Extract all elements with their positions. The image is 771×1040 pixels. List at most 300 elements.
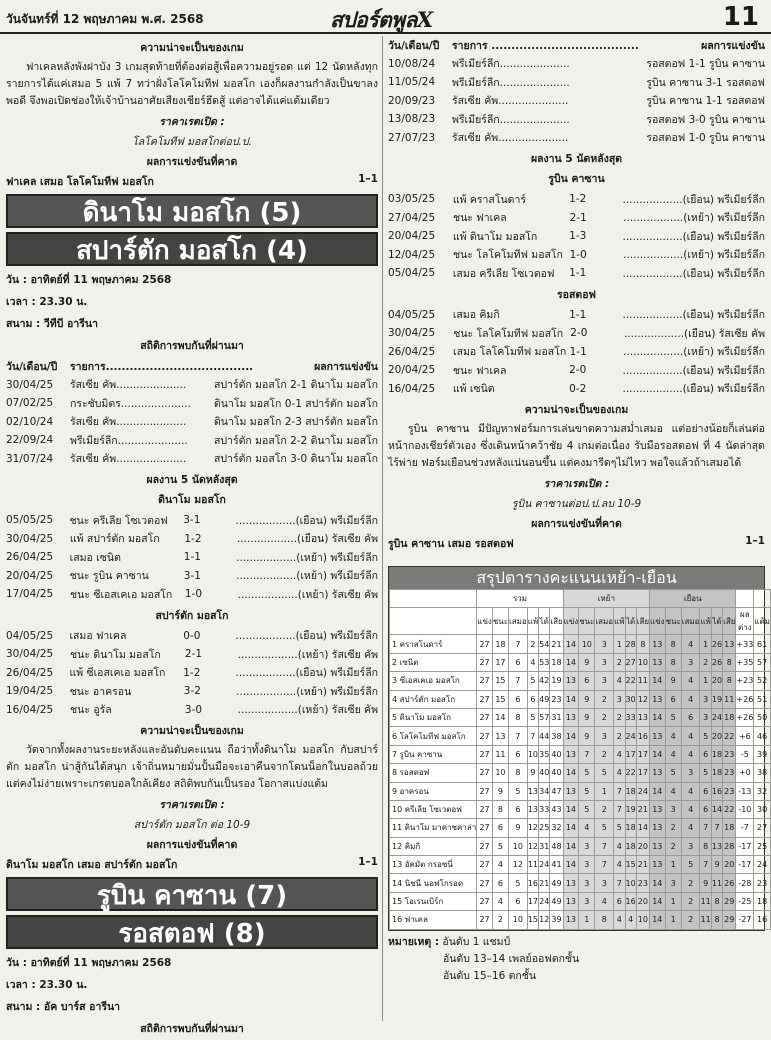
stat-cell: 1 xyxy=(665,892,681,910)
h2h-row xyxy=(6,431,378,450)
stat-cell: 5 xyxy=(579,782,595,800)
opponent: เสมอ เซนิต xyxy=(69,551,121,564)
stat-cell: 29 xyxy=(723,911,736,929)
stat-cell: 10 xyxy=(636,911,649,929)
standings-group-row xyxy=(390,590,771,608)
stat-cell: 17 xyxy=(527,892,538,910)
stat-cell: 5 xyxy=(665,708,681,726)
team-banner-home: ดินาโม มอสโก (5) xyxy=(6,194,378,228)
team-banner-home: รูบิน คาซาน (7) xyxy=(6,877,378,911)
stat-cell: 7 xyxy=(711,819,722,837)
publication-logo: สปอร์ตพูลX xyxy=(330,7,433,32)
stat-cell: -25 xyxy=(736,892,754,910)
score: 1-1 xyxy=(569,308,587,321)
stat-cell: 1 xyxy=(700,635,711,653)
stat-cell: 11 xyxy=(700,911,711,929)
match-date: 31/07/24 xyxy=(6,452,54,465)
stat-cell: 13 xyxy=(527,782,538,800)
col-head: แพ้ xyxy=(700,608,711,635)
match-result: รอสตอฟ 1-1 รูบิน คาซาน xyxy=(646,58,765,71)
stat-cell: 3 xyxy=(700,708,711,726)
stat-cell: 13 xyxy=(650,800,666,818)
stat-cell: 1 xyxy=(665,856,681,874)
stat-cell: 21 xyxy=(636,800,649,818)
stat-cell: 3 xyxy=(595,727,614,745)
stat-cell: 26 xyxy=(711,635,722,653)
form-row xyxy=(6,682,378,701)
note-line: อันดับ 15–16 ตกชั้น xyxy=(443,969,537,982)
stat-cell: 6 xyxy=(509,745,528,763)
stat-cell: 2 xyxy=(595,800,614,818)
stat-cell: 27 xyxy=(477,837,493,855)
competition: รัสเซีย คัพ..................... xyxy=(70,453,187,466)
stat-cell: -17 xyxy=(736,856,754,874)
price-label: ราคาเรตเปิด : xyxy=(159,116,225,128)
score: 3-0 xyxy=(184,703,203,716)
stat-cell: 3 xyxy=(665,874,681,892)
stat-cell: 27 xyxy=(477,727,493,745)
stat-cell: 18 xyxy=(754,892,771,910)
match-date: 20/09/23 xyxy=(388,94,436,107)
match-date: 27/07/23 xyxy=(388,131,436,144)
col-head: ชนะ xyxy=(579,608,595,635)
stat-cell: 15 xyxy=(527,911,538,929)
stat-cell: 13 xyxy=(563,892,579,910)
stat-cell: 39 xyxy=(754,745,771,763)
match-date: 20/04/25 xyxy=(6,569,54,582)
form-row xyxy=(388,190,765,209)
stat-cell: 27 xyxy=(477,819,493,837)
stat-cell: 31 xyxy=(550,708,563,726)
stat-cell: 5 xyxy=(665,764,681,782)
stat-cell: -27 xyxy=(736,911,754,929)
stat-cell: 13 xyxy=(650,653,666,671)
stat-cell: 1 xyxy=(579,911,595,929)
stat-cell: 5 xyxy=(700,764,711,782)
stat-cell: 2 xyxy=(614,708,625,726)
stat-cell: 2 xyxy=(681,911,700,929)
opponent: แพ้ ซีเอสเคเอ มอสโก xyxy=(69,667,166,680)
venue-competition: ..................(เยือน) พรีเมียร์ลีก xyxy=(235,514,378,527)
stat-cell: 18 xyxy=(625,819,636,837)
stat-cell: 3 xyxy=(595,653,614,671)
predict-label: ผลการแข่งขันที่คาด xyxy=(146,156,238,168)
stat-cell: 20 xyxy=(723,856,736,874)
stat-cell: 47 xyxy=(550,782,563,800)
stat-cell: 14 xyxy=(563,856,579,874)
standings-sub-header xyxy=(390,608,771,635)
stat-cell: 25 xyxy=(754,837,771,855)
stat-cell: 3 xyxy=(595,874,614,892)
stat-cell: 22 xyxy=(723,727,736,745)
match-date: 27/04/25 xyxy=(388,211,436,224)
stat-cell: 19 xyxy=(711,690,722,708)
standings-row xyxy=(390,727,771,745)
opponent: เสมอ ฟาเคล xyxy=(69,630,127,643)
stat-cell: 19 xyxy=(625,800,636,818)
opponent: แพ้ สปาร์ตัก มอสโก xyxy=(69,533,160,546)
score: 2-1 xyxy=(569,211,587,224)
group-total: รวม xyxy=(477,590,563,608)
venue-competition: ..................(เหย้า) พรีเมียร์ลีก xyxy=(236,685,378,698)
opponent: ชนะ อาครอน xyxy=(69,685,132,698)
group-away: เยือน xyxy=(650,590,736,608)
stat-cell: 23 xyxy=(723,782,736,800)
standings-row xyxy=(390,837,771,855)
opponent: ชนะ ฟาเคล xyxy=(453,212,507,225)
stat-cell: 6 xyxy=(700,782,711,800)
stat-cell: 2 xyxy=(665,837,681,855)
predicted-match: ฟาเคล เสมอ โลโคโมทีฟ มอสโก xyxy=(6,176,154,188)
stat-cell: -7 xyxy=(736,819,754,837)
venue-competition: ..................(เหย้า) พรีเมียร์ลีก xyxy=(236,551,378,564)
stat-cell: 4 xyxy=(665,727,681,745)
venue-competition: ..................(เหย้า) พรีเมียร์ลีก xyxy=(623,212,765,225)
match-date: 22/09/24 xyxy=(6,434,54,447)
stat-cell: 11 xyxy=(492,745,508,763)
stat-cell: 44 xyxy=(539,727,550,745)
stat-cell: 33 xyxy=(539,800,550,818)
predicted-match: ดินาโม มอสโก เสมอ สปาร์ตัก มอสโก xyxy=(6,859,178,871)
opponent: แพ้ คราสโนดาร์ xyxy=(452,193,526,206)
stat-cell: 17 xyxy=(492,653,508,671)
stat-cell: 41 xyxy=(550,856,563,874)
competition: พรีเมียร์ลีก..................... xyxy=(70,434,188,447)
stat-cell: 2 xyxy=(681,892,700,910)
stat-cell: 6 xyxy=(509,690,528,708)
venue-competition: ..................(เยือน) พรีเมียร์ลีก xyxy=(235,667,378,680)
stat-cell: 9 xyxy=(579,708,595,726)
stat-cell: 15 xyxy=(492,690,508,708)
team-name: 12 คิมกิ xyxy=(390,837,477,855)
h2h-row xyxy=(388,110,765,129)
stat-cell: 6 xyxy=(527,690,538,708)
stat-cell: 11 xyxy=(636,672,649,690)
stat-cell: 14 xyxy=(563,653,579,671)
stat-cell: 13 xyxy=(650,819,666,837)
standings-table xyxy=(388,566,770,931)
stat-cell: 18 xyxy=(711,764,722,782)
stat-cell: 13 xyxy=(527,800,538,818)
stat-cell: 7 xyxy=(509,727,528,745)
h2h-col-comp: รายการ ..................................... xyxy=(452,39,639,52)
stat-cell: 21 xyxy=(539,874,550,892)
stat-cell: 40 xyxy=(550,764,563,782)
match-date: 26/04/25 xyxy=(6,666,54,679)
col-head: ได้ xyxy=(539,608,550,635)
stat-cell: 39 xyxy=(550,911,563,929)
stat-cell: 4 xyxy=(681,727,700,745)
stat-cell: 11 xyxy=(527,856,538,874)
stat-cell: 1 xyxy=(614,635,625,653)
match-date: 26/04/25 xyxy=(6,551,54,564)
standings-row xyxy=(390,874,771,892)
h2h-title: สถิติการพบกันที่ผ่านมา xyxy=(140,1023,244,1035)
stat-cell: 3 xyxy=(681,653,700,671)
stat-cell: 29 xyxy=(723,892,736,910)
stat-cell: 27 xyxy=(477,911,493,929)
stat-cell: 7 xyxy=(614,874,625,892)
stat-cell: 3 xyxy=(700,690,711,708)
stat-cell: 9 xyxy=(700,874,711,892)
standings-body xyxy=(390,635,771,929)
stat-cell: 24 xyxy=(754,856,771,874)
stat-cell: 9 xyxy=(527,764,538,782)
match-date: 02/10/24 xyxy=(6,415,54,428)
stat-cell: 9 xyxy=(665,672,681,690)
match-result: สปาร์ตัก มอสโก 2-2 ดินาโม มอสโก xyxy=(213,434,378,447)
stat-cell: 6 xyxy=(614,892,625,910)
score: 2-0 xyxy=(569,364,587,377)
stat-cell: 30 xyxy=(754,800,771,818)
stat-cell: 2 xyxy=(595,708,614,726)
stat-cell: 13 xyxy=(650,635,666,653)
stat-cell: 2 xyxy=(614,653,625,671)
stat-cell: 13 xyxy=(563,874,579,892)
match-date: 20/04/25 xyxy=(388,364,436,377)
opponent: เสมอ ครีเลีย โซเวตอฟ xyxy=(452,267,555,280)
h2h-col-comp: รายการ..................................... xyxy=(70,360,254,373)
form-title: ผลงาน 5 นัดหลังสุด xyxy=(146,474,238,486)
col-head: เสมอ xyxy=(509,608,528,635)
stat-cell: 14 xyxy=(636,819,649,837)
stat-cell: 8 xyxy=(711,892,722,910)
stat-cell: 8 xyxy=(723,653,736,671)
stat-cell: 17 xyxy=(636,764,649,782)
h2h-col-date: วัน/เดือน/ปี xyxy=(6,360,58,373)
team-name: 2 เซนิต xyxy=(390,653,477,671)
match-date: 30/04/25 xyxy=(6,648,54,661)
stat-cell: 7 xyxy=(700,856,711,874)
stat-cell: 4 xyxy=(681,819,700,837)
match-result: รูบิน คาซาน 1-1 รอสตอฟ xyxy=(646,95,765,108)
stat-cell: 16 xyxy=(625,892,636,910)
standings-row xyxy=(390,819,771,837)
stat-cell: 2 xyxy=(614,727,625,745)
stat-cell: 9 xyxy=(711,856,722,874)
team-name: 15 โอเรนเบิร์ก xyxy=(390,892,477,910)
form-list-a xyxy=(388,190,765,283)
match-date: 11/05/24 xyxy=(388,76,436,89)
stat-cell: 4 xyxy=(614,837,625,855)
stat-cell: 4 xyxy=(681,745,700,763)
venue-competition: ..................(เยือน) พรีเมียร์ลีก xyxy=(622,193,765,206)
competition: กระชับมิตร..................... xyxy=(70,397,191,410)
form-row xyxy=(388,343,765,362)
stat-cell: 3 xyxy=(595,635,614,653)
stat-cell: +26 xyxy=(736,690,754,708)
match-result: ดินาโม มอสโก 0-1 สปาร์ตัก มอสโก xyxy=(213,397,378,410)
form-row xyxy=(388,264,765,283)
stat-cell: 24 xyxy=(636,782,649,800)
stat-cell: 11 xyxy=(711,874,722,892)
stat-cell: 8 xyxy=(509,764,528,782)
score: 1-1 xyxy=(183,551,201,564)
stat-cell: 14 xyxy=(563,837,579,855)
note-line: อันดับ 13–14 เพลย์ออฟตกชั้น xyxy=(443,952,580,965)
stat-cell: 4 xyxy=(665,745,681,763)
form-row xyxy=(388,227,765,246)
column-divider xyxy=(382,36,383,1021)
stat-cell: 2 xyxy=(527,635,538,653)
stat-cell: 21 xyxy=(636,856,649,874)
stat-cell: 3 xyxy=(595,672,614,690)
stat-cell: 8 xyxy=(636,635,649,653)
match-result: รูบิน คาซาน 3-1 รอสตอฟ xyxy=(646,76,765,89)
stat-cell: 2 xyxy=(681,874,700,892)
form-row xyxy=(6,627,378,646)
match-day: วัน : อาทิตย์ที่ 11 พฤษภาคม 2568 xyxy=(6,274,172,286)
col-head: ชนะ xyxy=(665,608,681,635)
match-time: เวลา : 23.30 น. xyxy=(6,296,88,308)
stat-cell: 23 xyxy=(723,764,736,782)
stat-cell: 13 xyxy=(563,745,579,763)
stat-cell: 3 xyxy=(579,874,595,892)
stat-cell: 12 xyxy=(527,819,538,837)
stat-cell: 27 xyxy=(477,856,493,874)
match-date: 03/05/25 xyxy=(388,193,436,206)
stat-cell: 14 xyxy=(563,819,579,837)
stat-cell: 13 xyxy=(723,635,736,653)
opponent: ชนะ ฟาเคล xyxy=(452,364,507,377)
stat-cell: 27 xyxy=(477,653,493,671)
form-list-b xyxy=(388,306,765,399)
stat-cell: 22 xyxy=(723,800,736,818)
stat-cell: 20 xyxy=(636,892,649,910)
stat-cell: 14 xyxy=(563,764,579,782)
score: 2-1 xyxy=(184,648,203,661)
competition: พรีเมียร์ลีก..................... xyxy=(452,113,570,126)
stat-cell: +0 xyxy=(736,764,754,782)
form-row xyxy=(6,511,378,530)
stat-cell: 8 xyxy=(665,635,681,653)
price-value: สปาร์ตัก มอสโก ต่อ 10-9 xyxy=(133,819,251,831)
col-head: เสมอ xyxy=(681,608,700,635)
stat-cell: 13 xyxy=(711,837,722,855)
form-row xyxy=(6,664,378,683)
stat-cell: 10 xyxy=(625,874,636,892)
match-date: 30/04/25 xyxy=(6,378,54,391)
stat-cell: 7 xyxy=(595,856,614,874)
col-head: แพ้ xyxy=(527,608,538,635)
stat-cell: 54 xyxy=(539,635,550,653)
opponent: ชนะ ซีเอสเคเอ มอสโก xyxy=(70,588,173,601)
stat-cell: 57 xyxy=(539,708,550,726)
match-time: เวลา : 23.30 น. xyxy=(6,979,88,991)
stat-cell: 9 xyxy=(509,819,528,837)
team-name: 9 อาครอน xyxy=(390,782,477,800)
team-name: 10 ครีเลีย โซเวตอฟ xyxy=(390,800,477,818)
stat-cell: 10 xyxy=(636,653,649,671)
stat-cell: 16 xyxy=(636,727,649,745)
match-result: รอสตอฟ 1-0 รูบิน คาซาน xyxy=(646,132,765,145)
team-name: 6 โลโคโมทีฟ มอสโก xyxy=(390,727,477,745)
form-team-a: ดินาโม มอสโก xyxy=(158,494,226,506)
score: 3-1 xyxy=(183,514,201,527)
match-date: 30/04/25 xyxy=(388,327,436,340)
predicted-result xyxy=(388,535,765,552)
stat-cell: 15 xyxy=(625,856,636,874)
stat-cell: 18 xyxy=(625,837,636,855)
stat-cell: +23 xyxy=(736,672,754,690)
h2h-col-result: ผลการแข่งขัน xyxy=(314,360,378,373)
team-name: 14 นิชนี นอฟโกรอด xyxy=(390,874,477,892)
form-row xyxy=(388,306,765,325)
stat-cell: 18 xyxy=(723,708,736,726)
match-date: 12/04/25 xyxy=(388,248,436,261)
stat-cell: 6 xyxy=(509,892,528,910)
opponent: แพ้ เซนิต xyxy=(452,383,495,396)
h2h-header xyxy=(388,36,765,55)
stat-cell: 1 xyxy=(595,782,614,800)
score: 3-1 xyxy=(183,569,201,582)
opponent: ชนะ ครีเลีย โซเวตอฟ xyxy=(69,514,168,527)
competition: รัสเซีย คัพ..................... xyxy=(70,416,187,429)
stat-cell: 14 xyxy=(563,635,579,653)
stat-cell: 4 xyxy=(614,764,625,782)
stat-cell: 14 xyxy=(650,708,666,726)
stat-cell: 8 xyxy=(700,837,711,855)
h2h-list xyxy=(388,55,765,148)
venue-competition: ..................(เหย้า) รัสเซีย คัพ xyxy=(237,588,379,601)
stat-cell: -17 xyxy=(736,837,754,855)
stat-cell: 42 xyxy=(539,672,550,690)
stat-cell: 4 xyxy=(492,892,508,910)
col-head: แข่ง xyxy=(477,608,493,635)
stat-cell: 53 xyxy=(539,653,550,671)
col-head-pts: แต้ม xyxy=(754,608,771,635)
col-head: เสีย xyxy=(636,608,649,635)
stat-cell: 13 xyxy=(636,708,649,726)
competition: พรีเมียร์ลีก..................... xyxy=(452,76,570,89)
stat-cell: 13 xyxy=(563,782,579,800)
stat-cell: 8 xyxy=(665,653,681,671)
stat-cell: 27 xyxy=(625,653,636,671)
standings-row xyxy=(390,764,771,782)
stat-cell: 5 xyxy=(700,727,711,745)
standings-row xyxy=(390,911,771,929)
predict-label: ผลการแข่งขันที่คาด xyxy=(531,518,622,530)
group-home: เหย้า xyxy=(563,590,649,608)
stat-cell: 13 xyxy=(650,856,666,874)
stat-cell: 17 xyxy=(625,745,636,763)
stat-cell: 7 xyxy=(579,745,595,763)
stat-cell: 61 xyxy=(754,635,771,653)
match-date: 07/02/25 xyxy=(6,397,54,410)
stat-cell: 31 xyxy=(539,837,550,855)
competition: พรีเมียร์ลีก..................... xyxy=(452,58,570,71)
stat-cell: 27 xyxy=(477,782,493,800)
stat-cell: 51 xyxy=(754,690,771,708)
stat-cell: 13 xyxy=(492,727,508,745)
venue-competition: ..................(เยือน) พรีเมียร์ลีก xyxy=(622,267,765,280)
stat-cell: 27 xyxy=(477,635,493,653)
form-row xyxy=(6,530,378,549)
opponent: ชนะ อูรัล xyxy=(70,704,112,717)
price-value: โลโคโมทีฟ มอสโกต่อป.ป. xyxy=(132,136,252,148)
predict-label: ผลการแข่งขันที่คาด xyxy=(146,839,238,851)
stat-cell: 10 xyxy=(579,635,595,653)
stat-cell: 27 xyxy=(477,708,493,726)
stat-cell: 14 xyxy=(563,800,579,818)
note-line xyxy=(388,934,765,951)
stat-cell: 22 xyxy=(625,764,636,782)
stat-cell: 9 xyxy=(492,782,508,800)
stat-cell: 24 xyxy=(539,856,550,874)
prob-paragraph: รูบิน คาซาน มีปัญหาฟอร์มการเล่นขาดความสม่ำเสมอ แต่อย่างน้อยก็เล่นต่อหน้ากองเชียร์ตัวเอง ซึ่งเดินหน้าคว้าชัย 4 เกมต่อเนื่อง รับมือรอสตอฟ ที่ 4 นัดล่าสุดไร้พ่าย ฟอร์มเยือนช่วงหลังแน่นอนขึ้น แต่คงมารีดๆไม่ไหว พอใจแล้วถ้าเสมอได้ xyxy=(388,423,765,469)
col-head-diff: ผลต่าง xyxy=(736,608,754,635)
match-date: 05/04/25 xyxy=(388,267,436,280)
